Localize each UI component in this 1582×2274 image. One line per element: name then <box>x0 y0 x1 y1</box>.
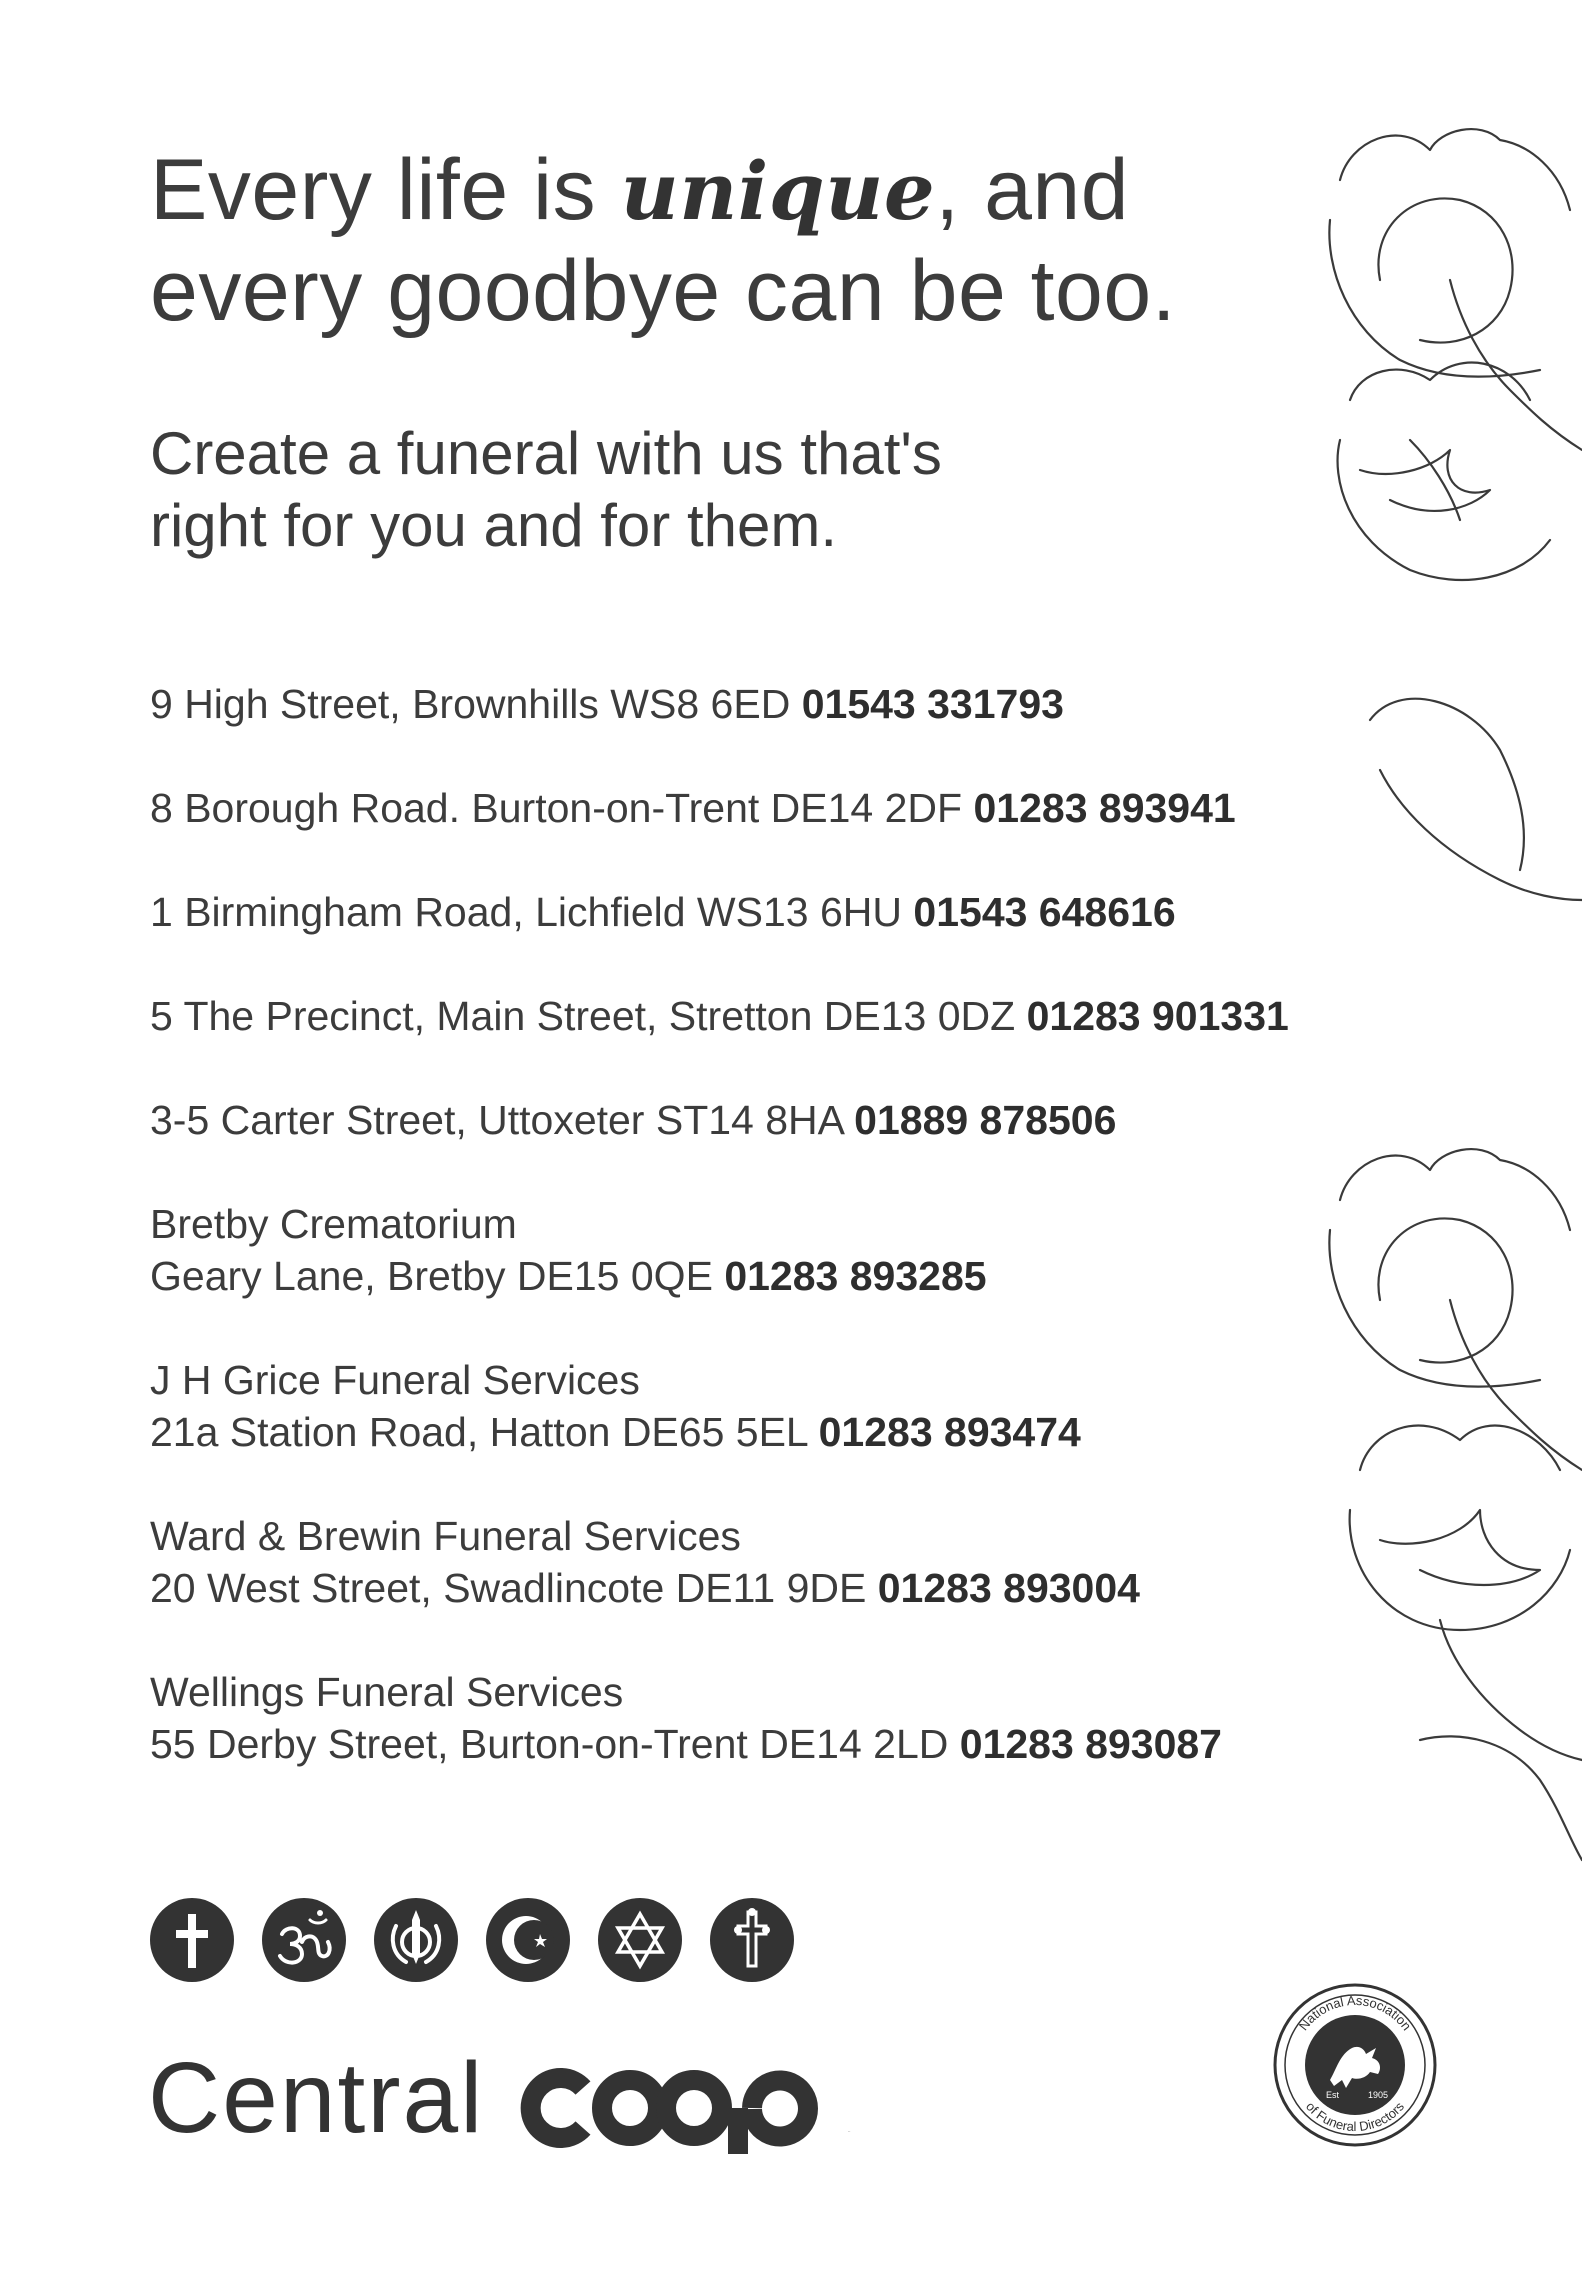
location-item <box>150 990 1390 1042</box>
location-address: 1 Birmingham Road, Lichfield WS13 6HU <box>150 889 902 935</box>
subheadline-line1: Create a funeral with us that's <box>150 420 942 487</box>
location-name: Ward & Brewin Funeral Services <box>150 1513 741 1559</box>
om-icon <box>262 1898 346 1982</box>
svg-text:National Association: National Association <box>1295 1992 1415 2034</box>
location-item <box>150 678 1390 730</box>
location-address: 55 Derby Street, Burton-on-Trent DE14 2LD <box>150 1721 949 1767</box>
location-address: 3-5 Carter Street, Uttoxeter ST14 8HA <box>150 1097 843 1143</box>
location-phone[interactable]: 01283 893474 <box>818 1409 1081 1455</box>
decorative-flowers-illustration <box>1320 120 1582 1860</box>
location-item <box>150 1094 1390 1146</box>
crescent-star-icon <box>486 1898 570 1982</box>
star-of-david-icon <box>598 1898 682 1982</box>
location-item <box>150 886 1390 938</box>
location-phone[interactable]: 01889 878506 <box>854 1097 1117 1143</box>
location-item <box>150 1354 1390 1458</box>
location-phone[interactable]: 01283 893004 <box>877 1565 1140 1611</box>
location-phone[interactable]: 01283 893087 <box>959 1721 1222 1767</box>
location-address: 21a Station Road, Hatton DE65 5EL <box>150 1409 808 1455</box>
svg-text:of Funeral Directors: of Funeral Directors <box>1302 2098 1408 2135</box>
orthodox-cross-icon <box>710 1898 794 1982</box>
location-address: 20 West Street, Swadlincote DE11 9DE <box>150 1565 867 1611</box>
brand-wordmark-left: Central <box>148 2042 485 2154</box>
location-phone[interactable]: 01283 901331 <box>1026 993 1289 1039</box>
christian-cross-icon <box>150 1898 234 1982</box>
location-phone[interactable]: 01283 893941 <box>973 785 1236 831</box>
location-item <box>150 1510 1390 1614</box>
location-phone[interactable]: 01543 648616 <box>913 889 1176 935</box>
location-address: 5 The Precinct, Main Street, Stretton DE13 0DZ <box>150 993 1016 1039</box>
headline <box>150 140 1176 341</box>
location-phone[interactable]: 01283 893285 <box>724 1253 987 1299</box>
subheadline-line2: right for you and for them. <box>150 492 838 559</box>
location-list <box>150 678 1390 1822</box>
headline-line2: every goodbye can be too. <box>150 243 1177 339</box>
headline-line1-start: Every life is <box>150 142 621 238</box>
headline-emphasis: unique <box>620 144 936 238</box>
faith-icons <box>150 1898 794 1982</box>
svg-text:Est: Est <box>1326 2090 1340 2100</box>
location-name: J H Grice Funeral Services <box>150 1357 640 1403</box>
coop-clover-logo <box>531 2078 808 2154</box>
location-item <box>150 1198 1390 1302</box>
naf-association-logo <box>1270 1980 1440 2155</box>
subheadline <box>150 418 942 562</box>
location-item <box>150 1666 1390 1770</box>
khanda-icon <box>374 1898 458 1982</box>
location-address: 9 High Street, Brownhills WS8 6ED <box>150 681 791 727</box>
central-coop-logo <box>148 2036 851 2171</box>
brand-wordmark-right: coop <box>848 2132 851 2133</box>
location-name: Bretby Crematorium <box>150 1201 517 1247</box>
location-address: Geary Lane, Bretby DE15 0QE <box>150 1253 713 1299</box>
location-phone[interactable]: 01543 331793 <box>801 681 1064 727</box>
svg-text:1905: 1905 <box>1368 2090 1389 2100</box>
location-item <box>150 782 1390 834</box>
location-address: 8 Borough Road. Burton-on-Trent DE14 2DF <box>150 785 963 831</box>
headline-line1-end: , and <box>935 142 1130 238</box>
location-name: Wellings Funeral Services <box>150 1669 624 1715</box>
